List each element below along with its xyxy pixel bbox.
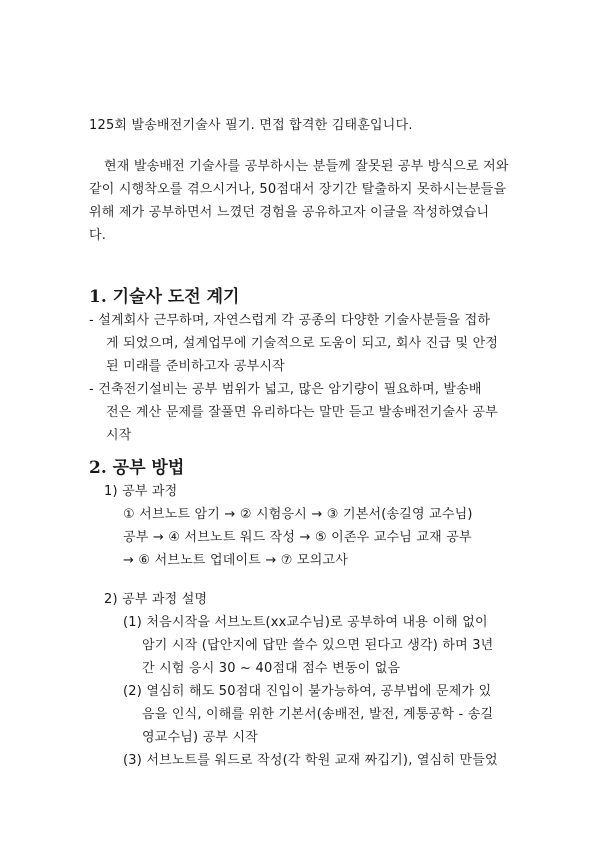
study-explanation-line: 음을 인식, 이해를 위한 기본서(송배전, 발전, 계통공학 - 송길 <box>142 707 494 722</box>
intro-paragraph-line: 현재 발송배전 기술사를 공부하시는 분들께 잘못된 공부 방식으로 저와 <box>104 159 509 174</box>
intro-paragraph-line: 같이 시행착오를 겪으시거나, 50점대서 장기간 탈출하지 못하시는분들을 <box>89 182 507 197</box>
section-1-line: 게 되었으며, 설계업무에 기술적으로 도움이 되고, 회사 진급 및 안정 <box>106 336 499 351</box>
section-2-heading: 2. 공부 방법 <box>89 458 185 478</box>
section-1-heading: 1. 기술사 도전 계기 <box>89 287 240 307</box>
section-1-line: 전은 계산 문제를 잘풀면 유리하다는 말만 듣고 발송배전기술사 공부 <box>106 405 498 420</box>
study-process-line: ① 서브노트 암기 → ② 시험응시 → ③ 기본서(송길영 교수님) <box>123 507 473 522</box>
section-1-line: - 설계회사 근무하며, 자연스럽게 각 공종의 다양한 기술사분들을 접하 <box>89 313 491 328</box>
study-explanation-line: 암기 시작 (답안지에 답만 쓸수 있으면 된다고 생각) 하며 3년 <box>142 638 494 653</box>
study-explanation-line: (3) 서브노트를 워드로 작성(각 학원 교재 짜깁기), 열심히 만들었 <box>123 753 498 768</box>
study-process-line: 공부 → ④ 서브노트 워드 작성 → ⑤ 이존우 교수님 교재 공부 <box>123 530 472 545</box>
study-explanation-line: (1) 처음시작을 서브노트(xx교수님)로 공부하여 내용 이해 없이 <box>123 615 488 630</box>
section-1-line: - 건축전기설비는 공부 범위가 넓고, 많은 암기량이 필요하며, 발송배 <box>89 382 482 397</box>
subsection-1-title: 1) 공부 과정 <box>104 484 178 499</box>
study-explanation-line: 영교수님) 공부 시작 <box>142 730 259 745</box>
study-explanation-line: 간 시험 응시 30 ~ 40점대 점수 변동이 없음 <box>142 661 401 676</box>
study-process-line: → ⑥ 서브노트 업데이트 → ⑦ 모의고사 <box>123 553 348 568</box>
intro-paragraph-line: 다. <box>89 228 107 243</box>
subsection-2-title: 2) 공부 과정 설명 <box>104 592 208 607</box>
section-1-line: 시작 <box>106 428 132 443</box>
intro-paragraph-line: 위해 제가 공부하면서 느꼈던 경험을 공유하고자 이글을 작성하였습니 <box>89 205 490 220</box>
intro-title-line: 125회 발송배전기술사 필기. 면접 합격한 김태훈입니다. <box>89 118 413 133</box>
section-1-line: 된 미래를 준비하고자 공부시작 <box>106 359 285 374</box>
study-explanation-line: (2) 열심히 해도 50점대 진입이 불가능하여, 공부법에 문제가 있 <box>123 684 492 699</box>
